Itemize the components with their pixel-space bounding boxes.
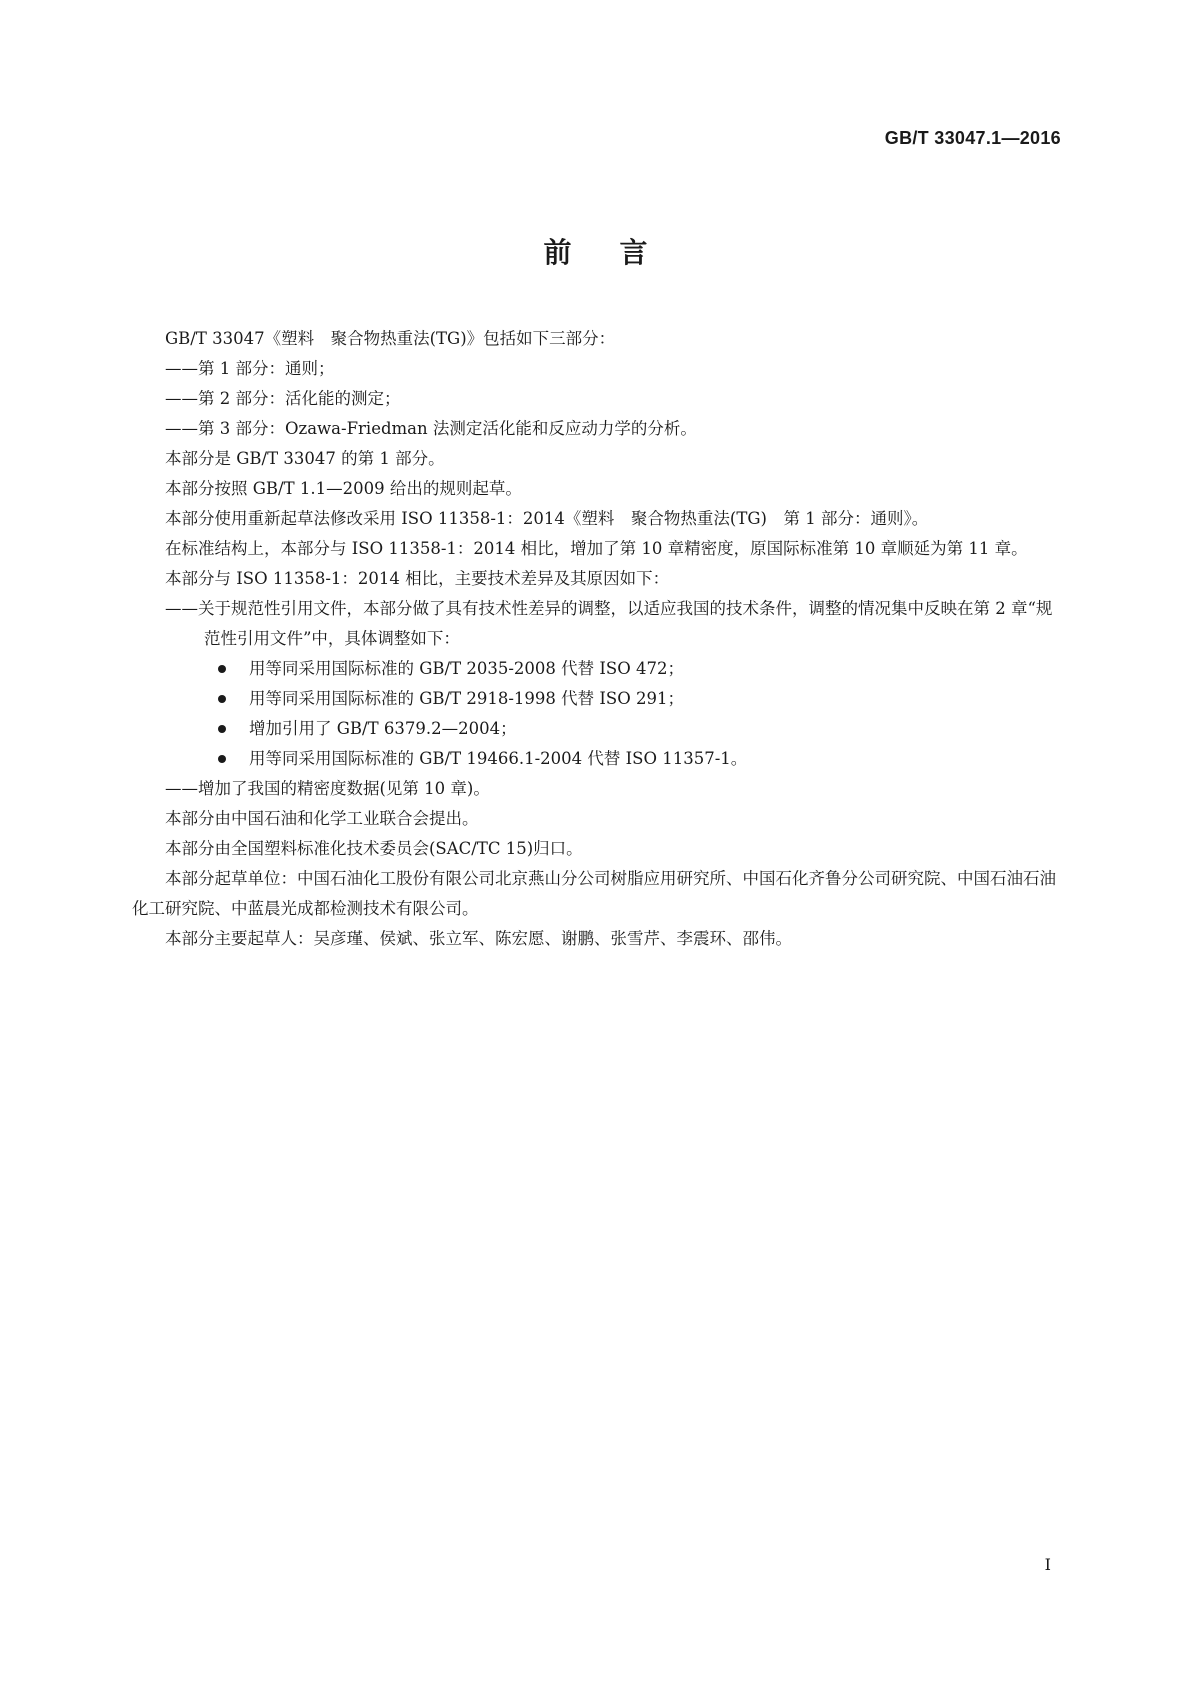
adoption-paragraph: 本部分使用重新起草法修改采用 ISO 11358-1：2014《塑料 聚合物热重法(TG) 第 1 部分：通则》。 [165, 509, 929, 528]
list-item-part-1: ——第 1 部分：通则； [165, 359, 335, 378]
bullet-icon [218, 725, 226, 733]
bullet-text: 增加引用了 GB/T 6379.2—2004； [249, 719, 517, 738]
page-title: 前言 [543, 236, 696, 269]
bullet-icon [218, 755, 226, 763]
drafters-paragraph: 本部分主要起草人：吴彦瑾、侯斌、张立军、陈宏愿、谢鹏、张雪芹、李震环、邵伟。 [165, 929, 792, 948]
list-item-precision: ——增加了我国的精密度数据(见第 10 章)。 [165, 779, 490, 798]
differences-intro-paragraph: 本部分与 ISO 11358-1：2014 相比，主要技术差异及其原因如下： [165, 569, 670, 588]
list-item-normative-references: ——关于规范性引用文件，本部分做了具有技术性差异的调整，以适应我国的技术条件，调整的情况集中反映在第 2 章“规范性引用文件”中，具体调整如下： [165, 599, 1053, 648]
bullet-icon [218, 665, 226, 673]
proposed-by-paragraph: 本部分由中国石油和化学工业联合会提出。 [165, 809, 479, 828]
bullet-text: 用等同采用国际标准的 GB/T 19466.1-2004 代替 ISO 11357-1。 [249, 749, 748, 768]
bullet-item [132, 684, 1060, 714]
list-item-part-2: ——第 2 部分：活化能的测定； [165, 389, 401, 408]
standard-number: GB/T 33047.1—2016 [884, 128, 1061, 148]
bullet-text: 用等同采用国际标准的 GB/T 2035-2008 代替 ISO 472； [249, 659, 684, 678]
bullet-icon [218, 695, 226, 703]
bullet-text: 用等同采用国际标准的 GB/T 2918-1998 代替 ISO 291； [249, 689, 684, 708]
drafting-rules-paragraph: 本部分按照 GB/T 1.1—2009 给出的规则起草。 [165, 479, 522, 498]
bullet-item [132, 744, 1060, 774]
structure-paragraph: 在标准结构上，本部分与 ISO 11358-1：2014 相比，增加了第 10 章精密度，原国际标准第 10 章顺延为第 11 章。 [165, 539, 1028, 558]
bullet-item [132, 714, 1060, 744]
intro-paragraph: GB/T 33047《塑料 聚合物热重法(TG)》包括如下三部分： [165, 329, 616, 348]
list-item-part-3: ——第 3 部分：Ozawa-Friedman 法测定活化能和反应动力学的分析。 [165, 419, 697, 438]
drafting-units-paragraph: 本部分起草单位：中国石油化工股份有限公司北京燕山分公司树脂应用研究所、中国石化齐鲁分公司研究院、中国石油石油化工研究院、中蓝晨光成都检测技术有限公司。 [132, 869, 1056, 918]
page-number: I [1044, 1555, 1051, 1574]
managed-by-paragraph: 本部分由全国塑料标准化技术委员会(SAC/TC 15)归口。 [165, 839, 583, 858]
this-part-paragraph: 本部分是 GB/T 33047 的第 1 部分。 [165, 449, 445, 468]
bullet-item [132, 654, 1060, 684]
foreword-body [132, 324, 1060, 954]
